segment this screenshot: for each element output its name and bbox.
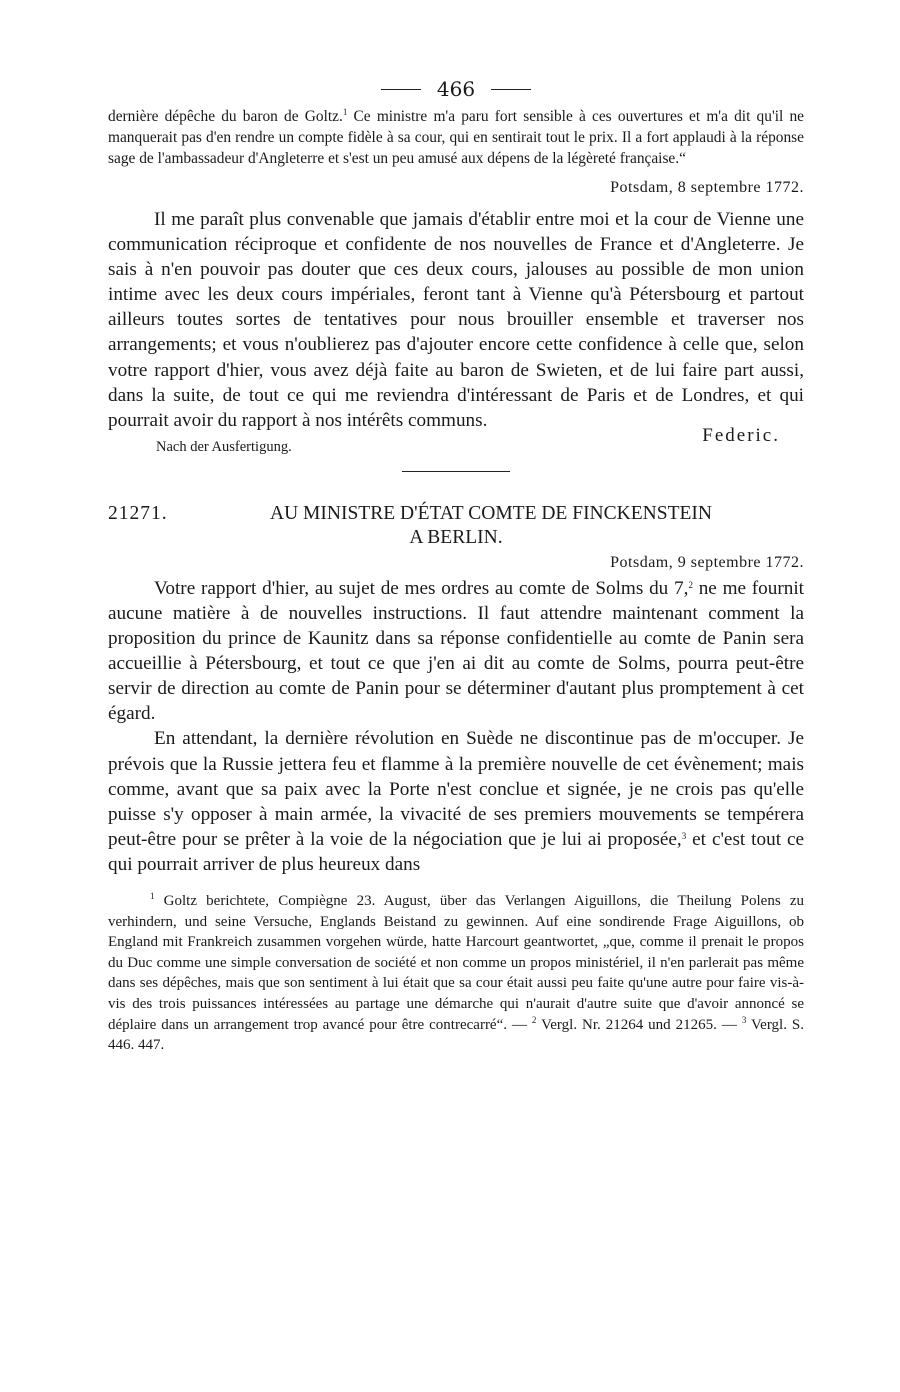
paragraph-2-part-1: En attendant, la dernière révolution en Suède ne discontinue pas de m'occuper. Je prévois que la Russie jettera feu et flamme à la première nouvelle de cet évènement; mais comme, avant que sa paix avec la Porte n'est conclue et signée, je ne crois pas qu'elle puisse s'y opposer à main armée, la vivacité de ses premiers mouvements se tempérera peut-être pour se prêter à la voie de la négociation que je lui ai proposée, (108, 728, 804, 850)
footnote-text-1: Goltz berichtete, Compiègne 23. August, über das Verlangen Aiguillons, die Theilung Polens zu verhindern, und seine Versuche, Englands Beistand zu gewinnen. Auf eine sondirende Frage Aiguillons, ob England mit Frankreich zusammen vorgehen würde, hatte Harcourt geantwortet, „que, comme il prenait le propos du Duc comme une simple conversation de société et non comme un propos ministériel, il n'en parlerait pas même dans ses dépêches, mais que son sentiment à lui était que sa cour était aussi peu faite qu'une autre pour faire vis-à-vis des trois puissances intéressées au partage une démarche qui n'aurait d'autre suite que d'avoir annoncé se déplaire dans un arrangement trop avancé pour être contrecarré“. — (108, 892, 804, 1033)
quote-text-part-1: dernière dépêche du baron de Goltz. (108, 108, 343, 125)
signature-row (108, 424, 804, 463)
footnote-block (108, 891, 804, 1056)
document-heading (108, 502, 804, 550)
source-note: Nach der Ausfertigung. (156, 438, 292, 455)
footnote-text-2: Vergl. Nr. 21264 und 21265. — (536, 1016, 742, 1033)
footnote-ref-1[interactable]: 1 (342, 107, 348, 117)
paragraph-2-part-2: et c'est tout ce qui pourrait arriver de plus heureux dans (108, 828, 804, 875)
header-dash-right (491, 89, 531, 90)
page-header (108, 72, 804, 106)
letter-body (108, 207, 804, 433)
section-divider (402, 471, 510, 472)
page (108, 72, 804, 1056)
footnote-text-3: Vergl. S. 446. 447. (108, 1016, 805, 1054)
footnote-marker-3: 3 (741, 1014, 747, 1025)
paragraph-1-part-2: ne me fournit aucune matière à de nouvelles instructions. Il faut attendre maintenant comment la proposition du prince de Kaunitz dans sa réponse confidentielle au comte de Panin sera accueillie à Pétersbourg, et tout ce que j'en ai dit au comte de Solms, pourra peut-être servir de direction au comte de Panin pour se déterminer d'autant plus promptement à cet égard. (108, 577, 804, 725)
continued-letter-quote (108, 106, 804, 169)
footnotes (108, 891, 804, 1056)
paragraph-1-part-1: Votre rapport d'hier, au sujet de mes ordres au comte de Solms du 7, (154, 577, 689, 599)
letter-paragraph: Il me paraît plus convenable que jamais d'établir entre moi et la cour de Vienne une communication réciproque et confidente de nos nouvelles de France et d'Angleterre. Je sais à n'en pouvoir pas douter que ces deux cours, jalouses au possible de mon union intime avec les deux cours impériales, feront tant à Vienne qu'à Pétersbourg et partout ailleurs toutes sortes de tentatives pour nous brouiller ensemble et traverser nos arrangements; et vous n'oublierez pas d'ajouter encore cette confidence à celle que, selon votre rapport d'hier, vous avez déjà faite au baron de Swieten, et de lui faire part aussi, dans la suite, de tout ce qui me reviendra d'intéressant de Paris et de Londres, et qui pourrait avoir du rapport à nos intérêts communs. (108, 209, 804, 431)
header-dash-left (381, 89, 421, 90)
footnote-ref-3[interactable]: 3 (681, 830, 687, 841)
footnote-marker-2: 2 (531, 1014, 537, 1025)
document-number: 21271. (108, 502, 168, 524)
place-date-2: Potsdam, 9 septembre 1772. (610, 553, 804, 571)
footnote-ref-2[interactable]: 2 (688, 579, 693, 590)
place-date-1: Potsdam, 8 septembre 1772. (610, 179, 804, 196)
document-paragraph-2 (108, 726, 804, 877)
quote-text-part-2: Ce ministre m'a paru fort sensible à ces ouvertures et m'a dit qu'il ne manquerait pas d'en rendre un compte fidèle à sa cour, qui en sentirait tout le prix. Il a fort applaudi à la réponse sage de l'ambassadeur d'Angleterre et s'est un peu amusé aux dépens de la légèreté française.“ (108, 108, 805, 167)
page-number: 466 (436, 77, 476, 101)
heading-line-2: A BERLIN. (409, 526, 503, 548)
heading-line-1: AU MINISTRE D'ÉTAT COMTE DE FINCKENSTEIN (270, 502, 712, 524)
document-paragraph-1 (108, 576, 804, 727)
footnote-marker-1: 1 (150, 890, 155, 901)
document-body (108, 576, 804, 877)
signature: Federic. (702, 424, 780, 446)
